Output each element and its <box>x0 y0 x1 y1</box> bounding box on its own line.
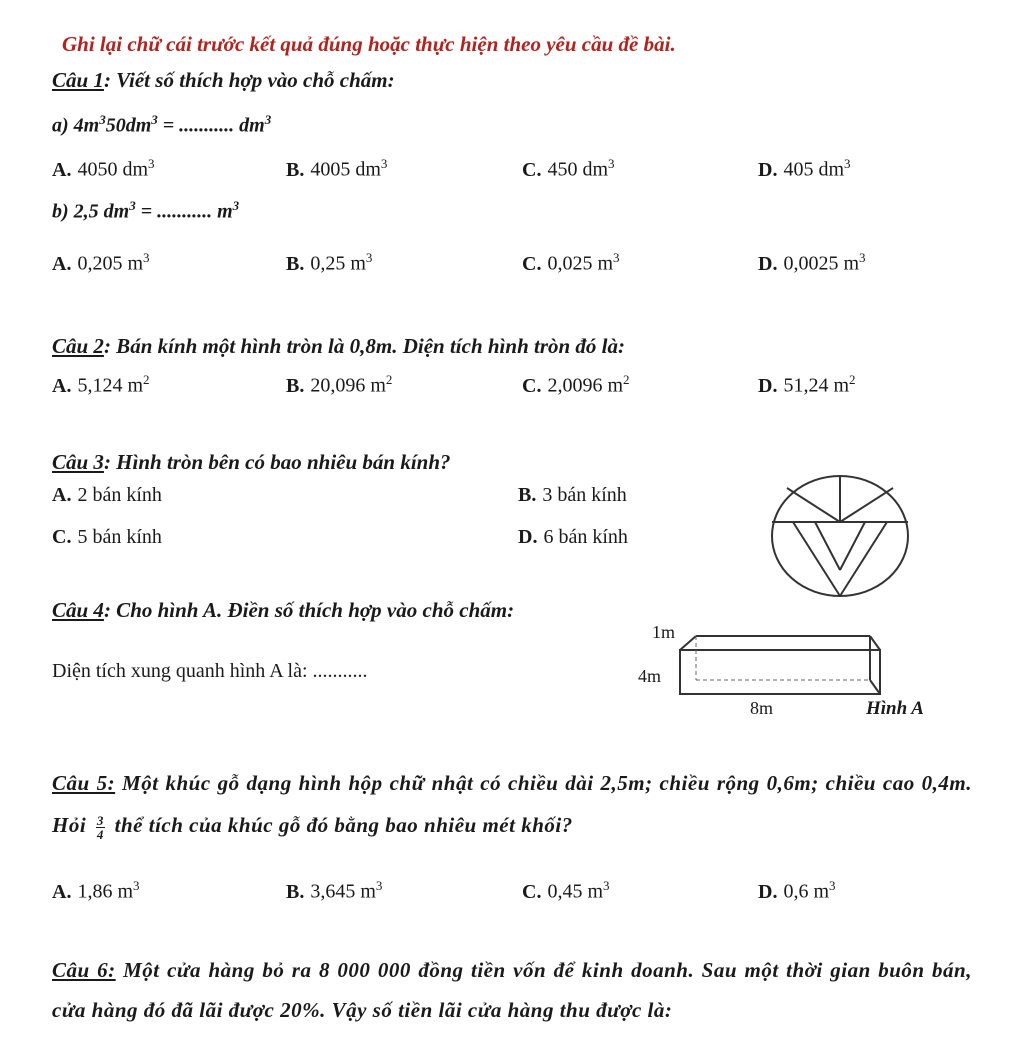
q4-heading <box>52 598 514 623</box>
option-letter: A. <box>52 252 72 275</box>
option-sup: 2 <box>849 372 856 387</box>
box-front-face <box>680 650 880 694</box>
option-sup: 3 <box>859 250 866 265</box>
q3-option-d[interactable] <box>518 526 628 549</box>
fraction-denominator: 4 <box>96 826 104 842</box>
q1a-option-a[interactable] <box>52 156 155 182</box>
q1b-prefix: b) 2,5 dm <box>52 200 130 223</box>
q2-option-a[interactable] <box>52 372 150 398</box>
q2-text: : Bán kính một hình tròn là 0,8m. Diện tích hình tròn đó là: <box>103 334 626 358</box>
q6-label: Câu 6: <box>52 958 116 982</box>
option-letter: C. <box>522 374 542 397</box>
q1-label: Câu 1 <box>52 68 104 92</box>
option-sup: 3 <box>844 156 851 171</box>
option-value: 2,0096 m <box>547 374 624 397</box>
q1b-expression <box>52 198 239 224</box>
option-value: 5,124 m <box>77 374 144 397</box>
option-value: 2 bán kính <box>77 484 162 506</box>
q2-option-d[interactable] <box>758 372 856 398</box>
option-sup: 2 <box>385 372 393 387</box>
option-letter: B. <box>286 880 305 903</box>
option-letter: A. <box>52 484 72 506</box>
q1a-expression <box>52 112 271 138</box>
option-letter: D. <box>758 880 778 903</box>
q3-text: : Hình tròn bên có bao nhiêu bán kính? <box>103 450 451 474</box>
q3-label: Câu 3 <box>52 450 104 474</box>
option-value: 4050 dm <box>77 158 149 181</box>
q5-label: Câu 5: <box>52 771 116 795</box>
q1b-option-d[interactable] <box>758 250 866 276</box>
q1a-option-b[interactable] <box>286 156 387 182</box>
option-letter: C. <box>52 526 72 548</box>
option-sup: 3 <box>143 250 150 265</box>
q1a-prefix: a) 4m <box>52 114 100 137</box>
option-value: 0,6 m <box>783 880 830 903</box>
q1b-eq: = ........... m <box>135 200 233 223</box>
option-value: 3 bán kính <box>542 484 627 506</box>
q1b-sup1: 3 <box>129 198 136 213</box>
option-value: 5 bán kính <box>77 526 162 548</box>
box-edge <box>870 636 880 650</box>
instruction: Ghi lại chữ cái trước kết quả đúng hoặc thực hiện theo yêu cầu đề bài. <box>62 32 676 56</box>
q3-option-a[interactable] <box>52 484 162 507</box>
option-letter: A. <box>52 158 72 181</box>
fraction-numerator: 3 <box>96 812 104 828</box>
q4-text: : Cho hình A. Điền số thích hợp vào chỗ chấm: <box>103 598 515 622</box>
q1a-sup2: 3 <box>151 112 158 127</box>
box-depth-label: 1m <box>652 622 676 642</box>
q1b-option-c[interactable] <box>522 250 620 276</box>
q1b-option-a[interactable] <box>52 250 150 276</box>
option-value: 4005 dm <box>310 158 381 181</box>
q5-fraction <box>96 814 105 841</box>
option-value: 20,096 m <box>310 374 386 397</box>
option-value: 3,645 m <box>310 880 376 903</box>
q1a-sup1: 3 <box>99 112 106 127</box>
option-value: 0,025 m <box>547 252 614 275</box>
q1a-option-c[interactable] <box>522 156 615 182</box>
q6-heading <box>52 950 972 1030</box>
q4-prompt: Diện tích xung quanh hình A là: ........... <box>52 660 368 682</box>
option-value: 1,86 m <box>77 880 134 903</box>
option-sup: 3 <box>829 878 836 893</box>
option-sup: 2 <box>623 372 630 387</box>
option-value: 0,45 m <box>547 880 604 903</box>
option-sup: 3 <box>380 156 388 171</box>
option-value: 6 bán kính <box>543 526 628 548</box>
q1a-option-d[interactable] <box>758 156 851 182</box>
option-value: 450 dm <box>547 158 609 181</box>
box-figure-a <box>630 620 960 720</box>
q1a-sup3: 3 <box>264 112 272 127</box>
box-edge <box>680 636 696 650</box>
q1a-eq: = ........... dm <box>157 114 265 137</box>
radius-line <box>840 488 893 522</box>
option-sup: 3 <box>133 878 140 893</box>
q5-text-1: Một khúc gỗ dạng hình hộp chữ nhật có chiều dài 2,5m; chiều rộng 0,6m; chiều cao 0,4m. Hỏi <box>52 771 972 837</box>
q1b-sup2: 3 <box>232 198 240 213</box>
radius-line <box>787 488 840 522</box>
q6-text: Một cửa hàng bỏ ra 8 000 000 đồng tiền vốn để kinh doanh. Sau một thời gian buôn bán, cửa hàng đó đã lãi được 20%. Vậy số tiền lãi cửa hàng thu được là: <box>52 958 972 1022</box>
option-letter: D. <box>758 158 778 181</box>
option-sup: 3 <box>375 878 383 893</box>
q1-text: : Viết số thích hợp vào chỗ chấm: <box>103 68 395 92</box>
option-value: 0,205 m <box>77 252 144 275</box>
q2-option-b[interactable] <box>286 372 392 398</box>
q2-option-c[interactable] <box>522 372 630 398</box>
option-sup: 3 <box>613 250 620 265</box>
option-letter: D. <box>758 374 778 397</box>
option-sup: 3 <box>608 156 615 171</box>
q3-option-b[interactable] <box>518 484 627 507</box>
option-sup: 3 <box>365 250 373 265</box>
figure-caption: Hình A <box>866 698 924 719</box>
q2-label: Câu 2 <box>52 334 104 358</box>
option-value: 405 dm <box>783 158 845 181</box>
option-sup: 3 <box>603 878 610 893</box>
q3-option-c[interactable] <box>52 526 162 549</box>
q5-option-c[interactable] <box>522 878 610 904</box>
q2-heading <box>52 334 625 359</box>
option-letter: B. <box>518 484 537 506</box>
option-letter: C. <box>522 158 542 181</box>
q1b-option-b[interactable] <box>286 250 372 276</box>
q1a-mid: 50dm <box>105 114 152 137</box>
option-letter: A. <box>52 880 72 903</box>
option-letter: C. <box>522 252 542 275</box>
option-value: 0,0025 m <box>783 252 860 275</box>
q5-text-2: thể tích của khúc gỗ đó bằng bao nhiêu mét khối? <box>108 813 573 837</box>
box-height-label: 4m <box>638 666 662 686</box>
circle-radii-figure <box>765 470 915 600</box>
q3-heading <box>52 450 451 475</box>
q5-heading <box>52 762 972 846</box>
option-letter: B. <box>286 158 305 181</box>
option-sup: 3 <box>148 156 155 171</box>
option-letter: C. <box>522 880 542 903</box>
q5-option-d[interactable] <box>758 878 836 904</box>
box-edge <box>870 680 880 694</box>
option-letter: B. <box>286 374 305 397</box>
q5-option-a[interactable] <box>52 878 140 904</box>
option-sup: 2 <box>143 372 150 387</box>
option-value: 51,24 m <box>783 374 850 397</box>
q4-label: Câu 4 <box>52 598 104 622</box>
q1-heading <box>52 68 395 93</box>
option-letter: A. <box>52 374 72 397</box>
option-letter: D. <box>758 252 778 275</box>
option-letter: B. <box>286 252 305 275</box>
option-letter: D. <box>518 526 538 548</box>
box-length-label: 8m <box>750 698 774 718</box>
option-value: 0,25 m <box>310 252 366 275</box>
q5-option-b[interactable] <box>286 878 382 904</box>
